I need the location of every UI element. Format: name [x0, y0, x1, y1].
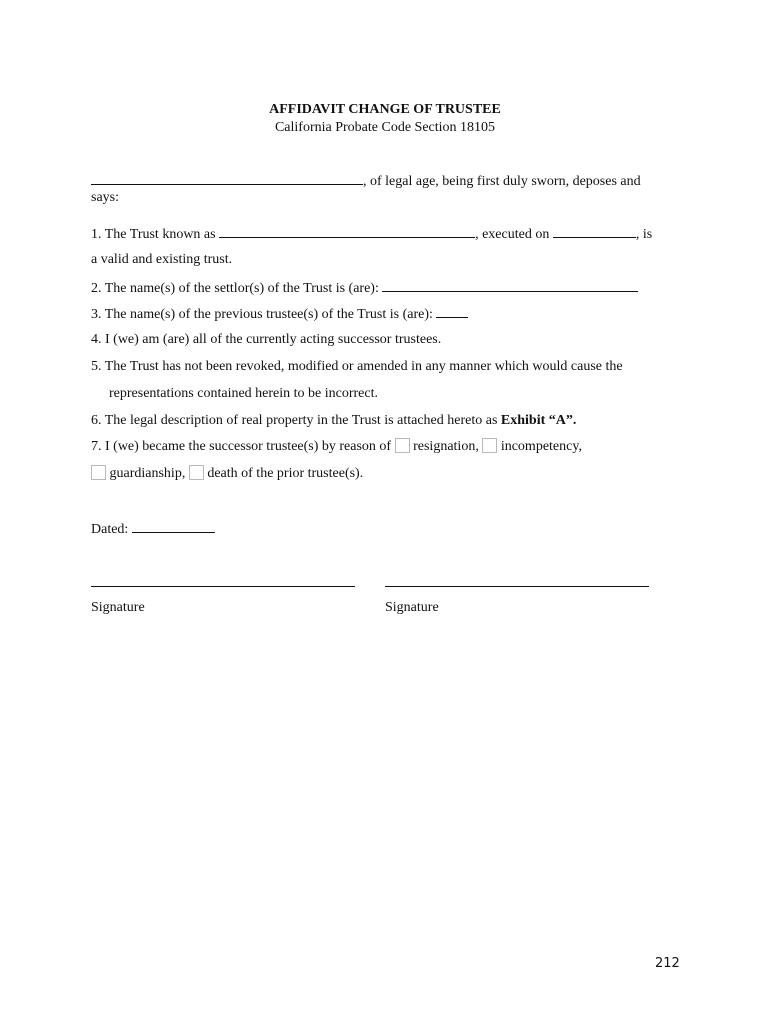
intro-line-2: says:	[91, 190, 119, 205]
item-6-text: 6. The legal description of real property in the Trust is attached hereto as	[91, 413, 498, 428]
item-1-text-a: 1. The Trust known as	[91, 227, 216, 242]
death-label: death of the prior trustee(s).	[207, 466, 364, 481]
settlor-name-field[interactable]	[382, 278, 638, 292]
dated-label: Dated:	[91, 522, 129, 537]
intro-text: , of legal age, being first duly sworn, deposes and	[363, 174, 641, 189]
item-5: 5. The Trust has not been revoked, modified or amended in any manner which would cause the	[91, 359, 623, 374]
guardianship-label: guardianship,	[109, 466, 186, 481]
guardianship-checkbox[interactable]	[91, 465, 106, 480]
item-4: 4. I (we) am (are) all of the currently acting successor trustees.	[91, 332, 442, 347]
dated-field[interactable]	[132, 519, 215, 533]
previous-trustee-field[interactable]	[436, 304, 468, 318]
intro-line	[91, 171, 641, 191]
trust-name-field[interactable]	[219, 224, 475, 238]
item-7	[91, 438, 582, 456]
exhibit-reference: Exhibit “A”.	[500, 413, 577, 428]
item-3	[91, 304, 468, 324]
item-6	[91, 412, 576, 430]
item-2	[91, 278, 638, 298]
item-7-text: 7. I (we) became the successor trustee(s) by reason of	[91, 439, 392, 454]
signature-label-right: Signature	[385, 600, 439, 615]
resignation-label: resignation,	[413, 439, 479, 454]
executed-date-field[interactable]	[553, 224, 636, 238]
item-1-text-c: , is	[635, 227, 653, 242]
document-subtitle: California Probate Code Section 18105	[274, 120, 496, 135]
page-number: 212	[655, 956, 680, 971]
incompetency-checkbox[interactable]	[482, 438, 497, 453]
dated-row	[91, 519, 215, 539]
item-1	[91, 224, 652, 244]
affiant-name-field[interactable]	[91, 171, 363, 185]
item-1-continued: a valid and existing trust.	[91, 252, 233, 267]
signature-line-right[interactable]	[385, 586, 649, 587]
item-5-continued: representations contained herein to be incorrect.	[109, 386, 378, 401]
signature-line-left[interactable]	[91, 586, 355, 587]
signature-label-left: Signature	[91, 600, 145, 615]
item-1-text-b: , executed on	[475, 227, 550, 242]
incompetency-label: incompetency,	[500, 439, 582, 454]
item-3-text: 3. The name(s) of the previous trustee(s) of the Trust is (are):	[91, 307, 433, 322]
resignation-checkbox[interactable]	[395, 438, 410, 453]
death-checkbox[interactable]	[189, 465, 204, 480]
item-2-text: 2. The name(s) of the settlor(s) of the Trust is (are):	[91, 281, 379, 296]
item-7-continued	[91, 465, 363, 483]
document-title: AFFIDAVIT CHANGE OF TRUSTEE	[269, 102, 501, 117]
